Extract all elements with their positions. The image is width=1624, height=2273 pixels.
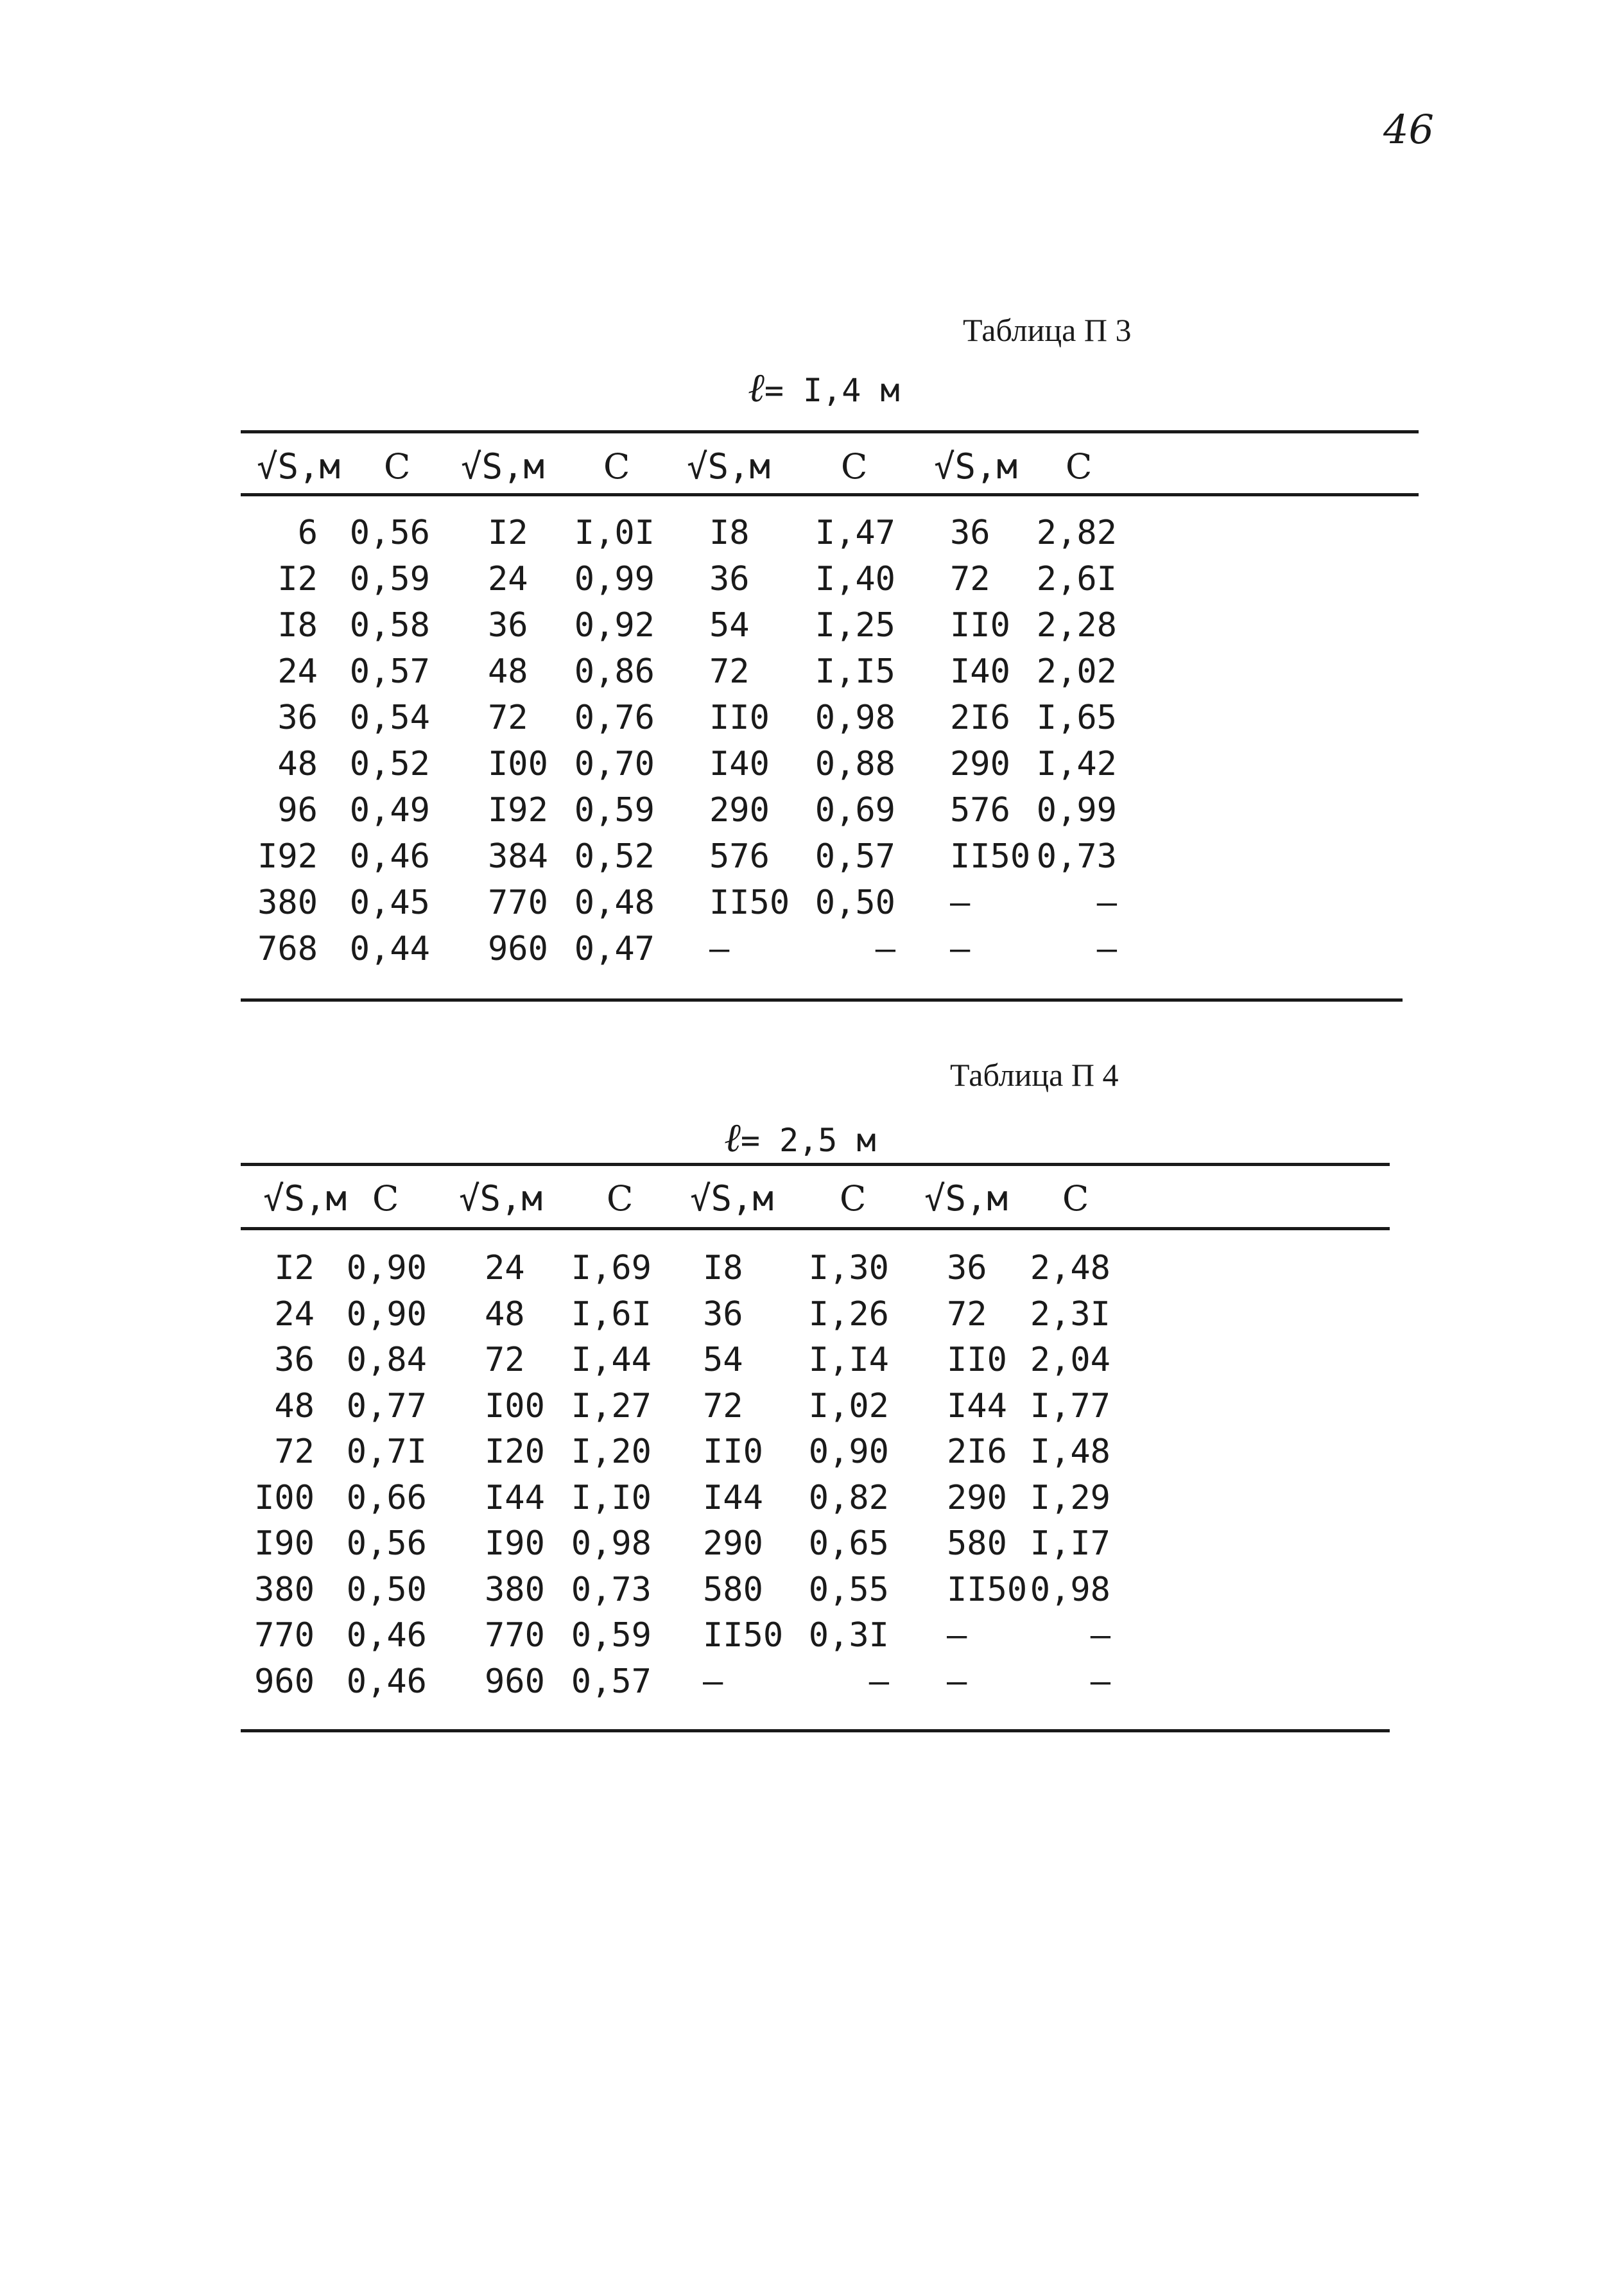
cell-sqrt-s: I92 bbox=[257, 837, 318, 876]
cell-sqrt-s: 380 bbox=[485, 1570, 545, 1609]
cell-sqrt-s: I40 bbox=[709, 745, 770, 783]
length-value: = I,4 м bbox=[764, 372, 900, 409]
cell-sqrt-s: 96 bbox=[277, 791, 318, 830]
cell-c: 0,45 bbox=[349, 884, 430, 922]
cell-sqrt-s: 36 bbox=[277, 699, 318, 737]
cell-c: 0,49 bbox=[349, 791, 430, 830]
cell-c: 0,55 bbox=[808, 1570, 889, 1609]
cell-c: 0,46 bbox=[346, 1616, 427, 1655]
cell-c: 0,90 bbox=[808, 1433, 889, 1471]
cell-sqrt-s: 290 bbox=[709, 791, 770, 830]
cell-c: I,25 bbox=[815, 606, 895, 645]
cell-sqrt-s: 72 bbox=[485, 1341, 525, 1379]
table-caption: Таблица П 3 bbox=[963, 312, 1132, 348]
cell-c: I,I4 bbox=[808, 1341, 889, 1379]
cell-sqrt-s: II50 bbox=[947, 1570, 1028, 1609]
cell-sqrt-s: 290 bbox=[947, 1478, 1007, 1517]
cell-c: 0,58 bbox=[349, 606, 430, 645]
header-c: C bbox=[840, 1178, 867, 1219]
cell-c: – bbox=[1096, 884, 1117, 922]
cell-sqrt-s: 48 bbox=[274, 1386, 315, 1425]
cell-c: I,69 bbox=[571, 1249, 652, 1287]
cell-c: I,6I bbox=[571, 1294, 652, 1334]
cell-c: – bbox=[1096, 930, 1117, 968]
bottom-rule bbox=[241, 1729, 1390, 1732]
cell-c: 0,70 bbox=[574, 745, 655, 783]
cell-c: 0,90 bbox=[346, 1249, 427, 1287]
cell-sqrt-s: 48 bbox=[277, 745, 318, 783]
cell-c: 0,77 bbox=[346, 1386, 427, 1425]
cell-c: 0,98 bbox=[1030, 1570, 1110, 1609]
cell-c: I,42 bbox=[1036, 745, 1117, 783]
cell-c: 0,98 bbox=[815, 699, 895, 737]
bottom-rule bbox=[241, 998, 1403, 1002]
cell-sqrt-s: 960 bbox=[254, 1662, 315, 1701]
cell-c: I,02 bbox=[808, 1386, 889, 1425]
cell-c: 0,57 bbox=[571, 1662, 652, 1701]
header-sqrt-s: √S,м bbox=[263, 1178, 347, 1219]
cell-c: 0,47 bbox=[574, 930, 655, 968]
header-c: C bbox=[1062, 1178, 1089, 1219]
cell-c: I,47 bbox=[815, 514, 895, 552]
cell-c: 2,3I bbox=[1030, 1294, 1110, 1334]
cell-sqrt-s: 770 bbox=[485, 1616, 545, 1655]
top-rule bbox=[241, 1163, 1390, 1166]
cell-sqrt-s: I20 bbox=[485, 1433, 545, 1471]
header-c: C bbox=[1066, 446, 1093, 487]
cell-sqrt-s: – bbox=[947, 1662, 967, 1701]
cell-c: 0,88 bbox=[815, 745, 895, 783]
cell-sqrt-s: 576 bbox=[950, 791, 1010, 830]
ell-symbol: ℓ bbox=[748, 364, 764, 411]
length-parameter bbox=[748, 364, 900, 412]
cell-sqrt-s: I8 bbox=[277, 606, 318, 645]
cell-sqrt-s: 54 bbox=[709, 606, 750, 645]
cell-c: 0,52 bbox=[349, 745, 430, 783]
cell-sqrt-s: II0 bbox=[709, 699, 770, 737]
cell-sqrt-s: I00 bbox=[485, 1386, 545, 1425]
cell-c: 0,48 bbox=[574, 884, 655, 922]
cell-c: I,48 bbox=[1030, 1433, 1110, 1471]
cell-c: 0,92 bbox=[574, 606, 655, 645]
cell-sqrt-s: 24 bbox=[277, 652, 318, 691]
cell-sqrt-s: 290 bbox=[950, 745, 1010, 783]
cell-c: 0,54 bbox=[349, 699, 430, 737]
cell-c: 0,50 bbox=[346, 1570, 427, 1609]
cell-sqrt-s: I92 bbox=[488, 791, 548, 830]
cell-sqrt-s: I44 bbox=[703, 1478, 763, 1517]
cell-sqrt-s: 24 bbox=[274, 1294, 315, 1334]
cell-c: I,I0 bbox=[571, 1478, 652, 1517]
cell-sqrt-s: I90 bbox=[485, 1524, 545, 1563]
cell-sqrt-s: I2 bbox=[488, 514, 528, 552]
cell-c: 2,04 bbox=[1030, 1341, 1110, 1379]
cell-c: 0,46 bbox=[346, 1662, 427, 1701]
cell-c: 0,86 bbox=[574, 652, 655, 691]
cell-c: 2,28 bbox=[1036, 606, 1117, 645]
cell-sqrt-s: 6 bbox=[297, 514, 318, 552]
cell-sqrt-s: I8 bbox=[703, 1249, 743, 1287]
cell-sqrt-s: 580 bbox=[947, 1524, 1007, 1563]
cell-sqrt-s: II0 bbox=[703, 1433, 763, 1471]
cell-sqrt-s: 54 bbox=[703, 1341, 743, 1379]
cell-sqrt-s: I40 bbox=[950, 652, 1010, 691]
cell-c: 0,84 bbox=[346, 1341, 427, 1379]
cell-sqrt-s: 380 bbox=[257, 884, 318, 922]
cell-c: – bbox=[875, 930, 895, 968]
cell-c: 0,50 bbox=[815, 884, 895, 922]
table-caption: Таблица П 4 bbox=[950, 1057, 1119, 1093]
length-value: = 2,5 м bbox=[740, 1122, 876, 1159]
cell-c: I,29 bbox=[1030, 1478, 1110, 1517]
cell-sqrt-s: I44 bbox=[947, 1386, 1007, 1425]
cell-c: – bbox=[1090, 1662, 1110, 1701]
cell-sqrt-s: – bbox=[703, 1662, 723, 1701]
cell-sqrt-s: 36 bbox=[274, 1341, 315, 1379]
cell-c: 0,90 bbox=[346, 1294, 427, 1334]
cell-sqrt-s: 960 bbox=[488, 930, 548, 968]
cell-c: 0,59 bbox=[571, 1616, 652, 1655]
cell-c: I,77 bbox=[1030, 1386, 1110, 1425]
cell-sqrt-s: 72 bbox=[947, 1294, 987, 1334]
header-c: C bbox=[841, 446, 868, 487]
cell-sqrt-s: I44 bbox=[485, 1478, 545, 1517]
header-c: C bbox=[372, 1178, 399, 1219]
cell-c: I,0I bbox=[574, 514, 655, 552]
cell-c: 2,48 bbox=[1030, 1249, 1110, 1287]
cell-sqrt-s: II0 bbox=[947, 1341, 1007, 1379]
cell-c: 0,57 bbox=[349, 652, 430, 691]
cell-sqrt-s: I8 bbox=[709, 514, 750, 552]
cell-sqrt-s: 580 bbox=[703, 1570, 763, 1609]
cell-c: 0,65 bbox=[808, 1524, 889, 1563]
cell-sqrt-s: 36 bbox=[950, 514, 990, 552]
cell-c: 0,46 bbox=[349, 837, 430, 876]
cell-sqrt-s: 36 bbox=[947, 1249, 987, 1287]
cell-sqrt-s: I90 bbox=[254, 1524, 315, 1563]
cell-sqrt-s: I00 bbox=[488, 745, 548, 783]
cell-c: 0,73 bbox=[1036, 837, 1117, 876]
cell-sqrt-s: 48 bbox=[488, 652, 528, 691]
cell-sqrt-s: II50 bbox=[703, 1616, 784, 1655]
cell-c: 0,56 bbox=[346, 1524, 427, 1563]
cell-c: 0,59 bbox=[349, 560, 430, 598]
cell-sqrt-s: 2I6 bbox=[950, 699, 1010, 737]
cell-c: 0,44 bbox=[349, 930, 430, 968]
cell-sqrt-s: – bbox=[947, 1616, 967, 1655]
cell-c: 0,56 bbox=[349, 514, 430, 552]
cell-c: 0,52 bbox=[574, 837, 655, 876]
cell-sqrt-s: 770 bbox=[488, 884, 548, 922]
header-sqrt-s: √S,м bbox=[934, 446, 1018, 487]
cell-c: I,20 bbox=[571, 1433, 652, 1471]
length-parameter bbox=[724, 1114, 876, 1162]
ell-symbol: ℓ bbox=[724, 1114, 741, 1161]
header-sqrt-s: √S,м bbox=[690, 1178, 774, 1219]
cell-sqrt-s: 960 bbox=[485, 1662, 545, 1701]
cell-c: 0,7I bbox=[346, 1433, 427, 1471]
cell-sqrt-s: I00 bbox=[254, 1478, 315, 1517]
cell-c: – bbox=[1090, 1616, 1110, 1655]
header-c: C bbox=[603, 446, 630, 487]
cell-c: 2,02 bbox=[1036, 652, 1117, 691]
cell-c: 0,57 bbox=[815, 837, 895, 876]
cell-c: 2,6I bbox=[1036, 560, 1117, 598]
page-number: 46 bbox=[1383, 106, 1434, 153]
cell-c: 2,82 bbox=[1036, 514, 1117, 552]
cell-sqrt-s: 2I6 bbox=[947, 1433, 1007, 1471]
cell-sqrt-s: 36 bbox=[488, 606, 528, 645]
cell-sqrt-s: 48 bbox=[485, 1294, 525, 1334]
cell-sqrt-s: 72 bbox=[709, 652, 750, 691]
header-sqrt-s: √S,м bbox=[924, 1178, 1008, 1219]
cell-c: I,27 bbox=[571, 1386, 652, 1425]
cell-sqrt-s: I2 bbox=[277, 560, 318, 598]
header-sqrt-s: √S,м bbox=[461, 446, 545, 487]
cell-sqrt-s: 770 bbox=[254, 1616, 315, 1655]
top-rule bbox=[241, 430, 1419, 433]
cell-c: 0,59 bbox=[574, 791, 655, 830]
cell-sqrt-s: 384 bbox=[488, 837, 548, 876]
cell-sqrt-s: 290 bbox=[703, 1524, 763, 1563]
cell-c: 0,76 bbox=[574, 699, 655, 737]
cell-c: I,I7 bbox=[1030, 1524, 1110, 1563]
cell-c: 0,99 bbox=[574, 560, 655, 598]
cell-c: – bbox=[868, 1662, 889, 1701]
cell-sqrt-s: – bbox=[709, 930, 730, 968]
cell-c: 0,66 bbox=[346, 1478, 427, 1517]
cell-c: I,30 bbox=[808, 1249, 889, 1287]
cell-c: 0,98 bbox=[571, 1524, 652, 1563]
cell-c: I,40 bbox=[815, 560, 895, 598]
cell-c: 0,69 bbox=[815, 791, 895, 830]
cell-sqrt-s: 72 bbox=[488, 699, 528, 737]
cell-sqrt-s: 72 bbox=[950, 560, 990, 598]
cell-sqrt-s: 576 bbox=[709, 837, 770, 876]
header-rule bbox=[241, 1227, 1390, 1230]
cell-sqrt-s: II50 bbox=[950, 837, 1031, 876]
cell-c: I,I5 bbox=[815, 652, 895, 691]
cell-c: 0,99 bbox=[1036, 791, 1117, 830]
cell-c: 0,73 bbox=[571, 1570, 652, 1609]
cell-sqrt-s: 24 bbox=[485, 1249, 525, 1287]
cell-sqrt-s: II50 bbox=[709, 884, 790, 922]
cell-sqrt-s: 36 bbox=[703, 1294, 743, 1334]
header-c: C bbox=[384, 446, 411, 487]
header-rule bbox=[241, 493, 1419, 496]
cell-c: 0,3I bbox=[808, 1616, 889, 1655]
cell-sqrt-s: 380 bbox=[254, 1570, 315, 1609]
header-sqrt-s: √S,м bbox=[687, 446, 771, 487]
cell-sqrt-s: – bbox=[950, 930, 971, 968]
cell-sqrt-s: 72 bbox=[274, 1433, 315, 1471]
cell-sqrt-s: I2 bbox=[274, 1249, 315, 1287]
cell-c: 0,82 bbox=[808, 1478, 889, 1517]
cell-sqrt-s: 768 bbox=[257, 930, 318, 968]
cell-sqrt-s: 36 bbox=[709, 560, 750, 598]
cell-sqrt-s: – bbox=[950, 884, 971, 922]
cell-sqrt-s: 72 bbox=[703, 1386, 743, 1425]
header-c: C bbox=[607, 1178, 634, 1219]
cell-sqrt-s: II0 bbox=[950, 606, 1010, 645]
header-sqrt-s: √S,м bbox=[459, 1178, 543, 1219]
cell-c: I,26 bbox=[808, 1294, 889, 1334]
cell-c: I,65 bbox=[1036, 699, 1117, 737]
cell-sqrt-s: 24 bbox=[488, 560, 528, 598]
cell-c: I,44 bbox=[571, 1341, 652, 1379]
header-sqrt-s: √S,м bbox=[257, 446, 341, 487]
